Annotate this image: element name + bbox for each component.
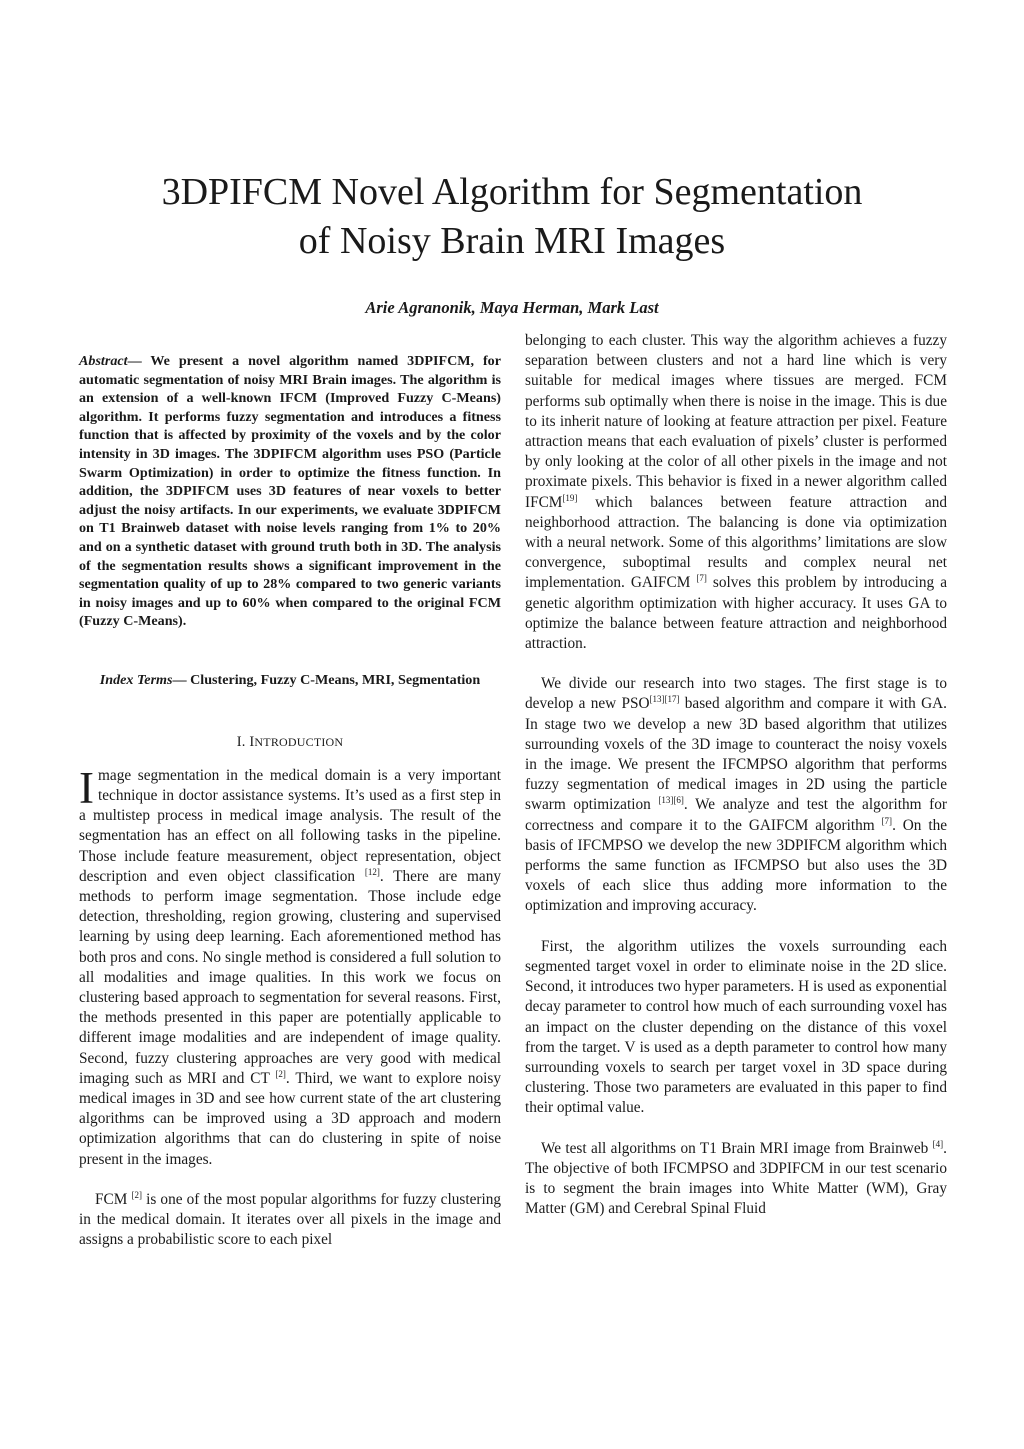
index-terms-text: Clustering, Fuzzy C-Means, MRI, Segmentation bbox=[190, 671, 481, 688]
paper-title bbox=[0, 168, 1024, 266]
citation-4: [4] bbox=[932, 1138, 944, 1149]
intro-p1-text-a: mage segmentation in the medical domain is a very important technique in doctor assistance systems. It’s used as a first step in a multistep process in medical image analysis. The result of the segmentation has an effect on all following tasks in the pipeline. Those include feature measurement, object representation, object description and even object classification bbox=[79, 766, 501, 885]
intro-paragraph-2 bbox=[79, 1190, 501, 1251]
index-terms-label: Index Terms bbox=[99, 671, 173, 688]
intro-p1-text-b: . There are many methods to perform image segmentation. Those include edge detection, thresholding, region growing, clustering and supervised learning by using deep learning. Each aforementioned method has both pros and cons. No single method is considered a full solution to all modalities and image qualities. In this work we focus on clustering based approach to segmentation for several reasons. First, the methods presented in this paper are potentially applicable to different image modalities and are independent of image quality. Second, fuzzy clustering approaches are very good with medical imaging such as MRI and CT bbox=[79, 867, 502, 1087]
abstract-label: Abstract bbox=[79, 353, 128, 369]
right-column bbox=[525, 331, 947, 1219]
paper-title-line-2: of Noisy Brain MRI Images bbox=[298, 220, 726, 262]
left-column bbox=[79, 352, 501, 1250]
index-terms bbox=[79, 671, 501, 690]
right-p2-text-a: We divide our research into two stages. The first stage is to develop a new PSO bbox=[525, 675, 947, 713]
citation-7-gaifcm: [7] bbox=[881, 815, 893, 826]
right-p4-text-a: We test all algorithms on T1 Brain MRI image from Brainweb bbox=[541, 1139, 933, 1157]
section-heading-introduction bbox=[79, 732, 501, 752]
paper-title-line-1: 3DPIFCM Novel Algorithm for Segmentation bbox=[161, 171, 863, 213]
abstract-dash: — bbox=[127, 353, 151, 369]
intro-p2-text-b: is one of the most popular algorithms for fuzzy clustering in the medical domain. It iterates over all pixels in the image and assigns a probabilistic score to each pixel bbox=[79, 1190, 502, 1249]
drop-cap: I bbox=[79, 762, 94, 813]
citation-2: [2] bbox=[275, 1068, 286, 1079]
right-p1-text-b: which balances between feature attraction and neighborhood attraction. The balancing is done via optimization with a neural network. Some of this algorithms’ limitations are slow convergence, suboptimal results and complex neural net implementation. GAIFCM bbox=[525, 493, 947, 592]
right-p1-text-a: belonging to each cluster. This way the algorithm achieves a fuzzy separation between clusters and not a hard line which is very suitable for medical images where tissues are merged. FCM performs sub optimally when there is noise in the image. This is due to its inherit nature of looking at feature attraction per pixel. Feature attraction means that each evaluation of pixels’ cluster is performed by only looking at the color of all other pixels in the image and not proximate pixels. This behavior is fixed in a newer algorithm called IFCM bbox=[525, 332, 947, 511]
citation-2-fcm: [2] bbox=[131, 1189, 142, 1200]
abstract-text: We present a novel algorithm named 3DPIFCM, for automatic segmentation of noisy MRI Brain images. The algorithm is an extension of a well-known IFCM (Improved Fuzzy C-Means) algorithm. It performs fuzzy segmentation and introduces a fitness function that is affected by proximity of the voxels and by the color intensity in 3D images. The 3DPIFCM algorithm uses PSO (Particle Swarm Optimization) in order to optimize the fitness function. In addition, the 3DPIFCM uses 3D features of near voxels to better adjust the noisy artifacts. In our experiments, we evaluate 3DPIFCM on T1 Brainweb dataset with noise levels ranging from 1% to 20% and on a synthetic dataset with ground truth both in 3D. The analysis of the segmentation results shows a significant improvement in the segmentation quality of up to 28% compared to two generic variants in noisy images and up to 60% when compared to the original FCM (Fuzzy C-Means). bbox=[79, 353, 501, 630]
right-p2-text-d: . On the basis of IFCMPSO we develop the new 3DPIFCM algorithm which performs the same function as IFCMPSO but also uses the 3D voxels of each slice thus adding more information to the optimization and improving accuracy. bbox=[525, 816, 948, 915]
right-paragraph-1 bbox=[525, 331, 947, 654]
right-paragraph-4 bbox=[525, 1139, 947, 1220]
citation-12: [12] bbox=[364, 866, 380, 877]
right-p1-text-c: solves this problem by introducing a genetic algorithm optimization with higher accuracy. It uses GA to optimize the balance between feature attraction and neighborhood attraction. bbox=[525, 574, 947, 653]
right-p4-text-b: . The objective of both IFCMPSO and 3DPIFCM in our test scenario is to segment the brain images into White Matter (WM), Gray Matter (GM) and Cerebral Spinal Fluid bbox=[525, 1139, 947, 1218]
abstract bbox=[79, 352, 501, 631]
intro-paragraph-1 bbox=[79, 762, 502, 1170]
citation-13-6: [13][6] bbox=[658, 795, 684, 806]
right-p2-text-b: based algorithm and compare it with GA. In stage two we develop a new 3D based algorithm that utilizes surrounding voxels of the 3D image to counteract the noisy voxels in the image. We present the IFCMPSO algorithm that performs fuzzy segmentation of medical images in 2D using the particle swarm optimization bbox=[525, 695, 947, 814]
right-p2-text-c: . We analyze and test the algorithm for correctness and compare it to the GAIFCM algorithm bbox=[525, 796, 947, 834]
right-paragraph-3: First, the algorithm utilizes the voxels surrounding each segmented target voxel in order to eliminate noise in the 2D slice. Second, it introduces two hyper parameters. H is used as exponential decay parameter to control how much of each surrounding voxel has an impact on the cluster depending on the distance of this voxel from the target. V is used as a depth parameter to control how many surrounding voxels to search per target voxel in 3D space during clustering. Those two parameters are evaluated in this paper to find their optimal value. bbox=[525, 937, 947, 1117]
right-paragraph-2 bbox=[525, 674, 947, 916]
intro-p2-text-a: FCM bbox=[95, 1190, 132, 1208]
index-terms-dash: — bbox=[172, 671, 191, 688]
intro-p1-text-c: . Third, we want to explore noisy medical images in 3D and see how current state of the art clustering algorithms can be improved using a 3D approach and modern optimization algorithms that can do clustering in spite of noise present in the images. bbox=[79, 1069, 501, 1168]
author-list: Arie Agranonik, Maya Herman, Mark Last bbox=[365, 298, 659, 317]
section-heading-initial: I bbox=[249, 733, 255, 750]
citation-13-17: [13][17] bbox=[649, 694, 680, 705]
section-heading-rest: NTRODUCTION bbox=[254, 734, 344, 749]
citation-19: [19] bbox=[562, 492, 578, 503]
section-numeral: I. bbox=[236, 733, 250, 750]
citation-7: [7] bbox=[696, 573, 707, 584]
